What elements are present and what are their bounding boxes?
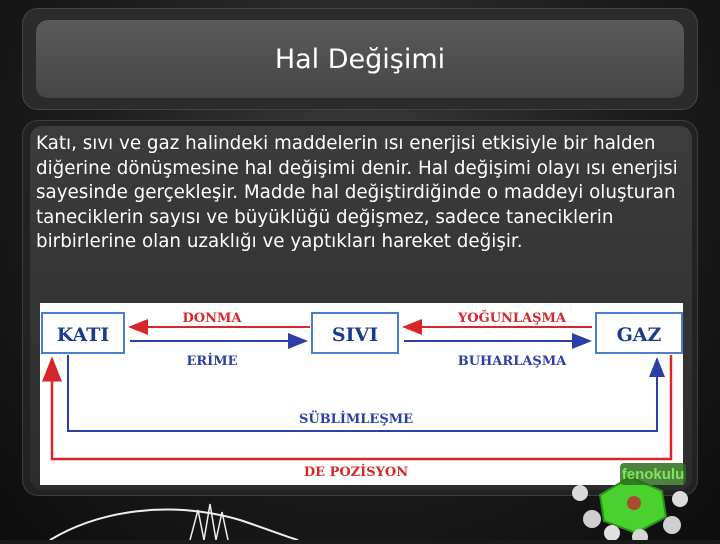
logo-text: fenokulu bbox=[621, 466, 685, 483]
state-box-liquid bbox=[312, 313, 398, 353]
state-box-solid bbox=[42, 313, 124, 353]
state-box-gas bbox=[596, 313, 682, 353]
label-evaporation: BUHARLAŞMA bbox=[457, 354, 567, 369]
slide-title: Hal Değişimi bbox=[274, 43, 446, 75]
state-label-liquid: SIVI bbox=[331, 324, 379, 346]
label-sublimation: SÜBLİMLEŞME bbox=[298, 412, 414, 427]
label-melting: ERİME bbox=[186, 354, 238, 369]
label-condensation: YOĞUNLAŞMA bbox=[457, 311, 567, 326]
label-freezing: DONMA bbox=[182, 311, 242, 326]
arrow-deposition bbox=[52, 355, 671, 459]
title-box bbox=[36, 20, 684, 98]
body-paragraph: Katı, sıvı ve gaz halindeki maddelerin ısı enerjisi etkisiyle bir halden diğerine dönüşmesine hal değişimi denir. Hal değişimi olayı ısı enerjisi sayesinde gerçekleşir. Madde hal değiştirdiğinde o maddeyi oluşturan taneciklerin sayısı ve büyüklüğü değişmez, sadece taneciklerin birbirlerine olan uzaklığı ve yaptıkları hareket değişir. bbox=[36, 133, 678, 252]
decorative-swoosh bbox=[40, 490, 300, 540]
label-deposition: DE POZİSYON bbox=[303, 465, 409, 480]
state-label-gas: GAZ bbox=[616, 324, 662, 346]
fenokulu-logo bbox=[570, 455, 690, 540]
molecule-icon bbox=[572, 477, 688, 540]
state-label-solid: KATI bbox=[56, 324, 110, 346]
